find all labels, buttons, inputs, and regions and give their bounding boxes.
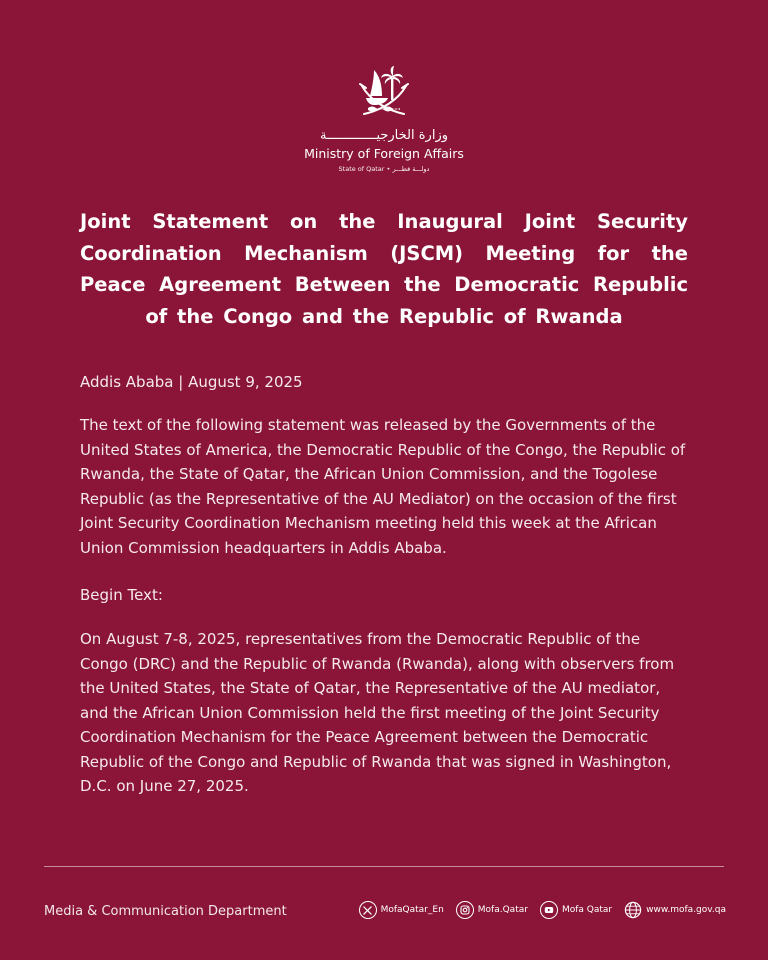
social-website-label: www.mofa.gov.qa xyxy=(646,905,726,915)
social-instagram[interactable] xyxy=(456,901,528,919)
ministry-logo xyxy=(0,60,768,174)
social-instagram-label: Mofa.Qatar xyxy=(477,905,528,915)
dateline: Addis Ababa | August 9, 2025 xyxy=(80,373,303,391)
paragraph-main: On August 7-8, 2025, representatives from the Democratic Republic of the Congo (DRC) and the Republic of Rwanda (Rwanda), along with observers from the United States, the State of Qatar, the Representative of the AU mediator, and the African Union Commission held the first meeting of the Joint Security Coordination Mechanism for the Peace Agreement between the Democratic Republic of the Congo and Republic of Rwanda that was signed in Washington, D.C. on June 27, 2025. xyxy=(80,630,675,795)
paragraph-intro: The text of the following statement was released by the Governments of the United States of America, the Democratic Republic of the Congo, the Republic of Rwanda, the State of Qatar, the African Union Commission, and the Togolese Republic (as the Representative of the AU Mediator) on the occasion of the first Joint Security Coordination Mechanism meeting held this week at the African Union Commission headquarters in Addis Ababa. xyxy=(80,416,686,557)
social-youtube[interactable] xyxy=(540,901,612,919)
ministry-arabic-name: وزارة الخارجيـــــــــــــة xyxy=(319,128,449,143)
statement-title: Joint Statement on the Inaugural Joint Security Coordination Mechanism (JSCM) Meeting for the Peace Agreement Between the Democratic Republic of the Congo and the Republic of Rwanda xyxy=(80,210,688,328)
social-links xyxy=(359,901,726,919)
footer-divider xyxy=(44,866,724,867)
social-x[interactable] xyxy=(359,901,444,919)
globe-icon xyxy=(624,901,642,919)
begin-text-label: Begin Text: xyxy=(80,586,163,604)
state-line-ar: دولـــة قطـــر xyxy=(392,165,430,173)
department-name: Media & Communication Department xyxy=(44,904,287,919)
state-line xyxy=(0,164,768,174)
x-icon xyxy=(359,901,377,919)
social-youtube-label: Mofa Qatar xyxy=(561,905,613,915)
social-website[interactable] xyxy=(624,901,726,919)
social-x-label: MofaQatar_En xyxy=(380,905,444,915)
qatar-emblem-icon xyxy=(352,60,416,124)
ministry-english-name: Ministry of Foreign Affairs xyxy=(304,146,464,161)
state-line-en: State of Qatar xyxy=(338,165,385,173)
instagram-icon xyxy=(456,901,474,919)
youtube-icon xyxy=(540,901,558,919)
state-line-dot: • xyxy=(386,165,391,173)
